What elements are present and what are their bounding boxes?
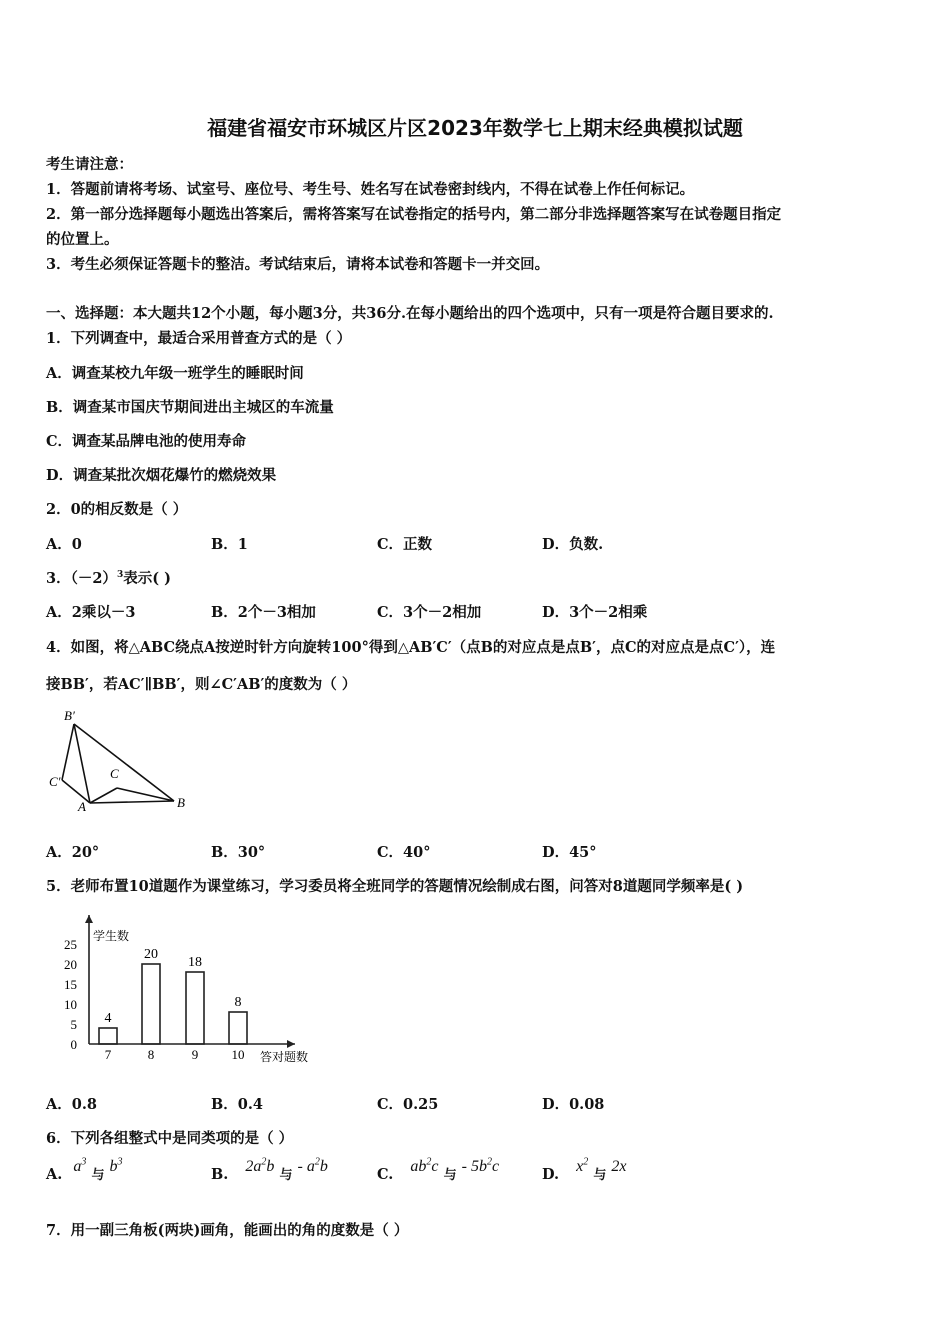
- math-term: 2x: [611, 1158, 627, 1175]
- x-axis-arrow: [287, 1040, 295, 1048]
- q2-option-a: A．0: [46, 536, 82, 553]
- q1-option-a: A．调查某校九年级一班学生的睡眠时间: [46, 365, 304, 382]
- q3-stem-prefix: 3．（－2）: [46, 570, 117, 587]
- math-exponent: 3: [81, 1156, 87, 1168]
- q1-option-d: D．调查某批次烟花爆竹的燃烧效果: [46, 467, 277, 484]
- q4-option-c: C．40°: [377, 844, 431, 861]
- notice-item: 2．第一部分选择题每小题选出答案后，需将答案写在试卷指定的括号内，第二部分非选择题答案写在试卷题目指定: [46, 206, 782, 223]
- bar-chart: [55, 905, 330, 1070]
- label-c: C: [110, 766, 119, 781]
- math-term: 2a: [245, 1158, 262, 1175]
- math-term: b: [319, 1158, 328, 1175]
- rotation-figure: [40, 700, 210, 820]
- y-tick-label: 0: [70, 1037, 77, 1052]
- bar: [229, 1012, 247, 1044]
- label-c-prime: C′: [49, 774, 61, 789]
- segment-bprime-cprime: [62, 724, 74, 780]
- page-title: 福建省福安市环城区片区2023年数学七上期末经典模拟试题: [207, 116, 743, 140]
- y-tick-label: 20: [64, 957, 77, 972]
- question-3-stem: [46, 567, 171, 588]
- conjunction: 与: [593, 1168, 607, 1183]
- x-tick-label: 10: [231, 1047, 245, 1062]
- bar-data-label: 20: [144, 947, 158, 962]
- x-tick-label: 8: [147, 1047, 155, 1062]
- math-exponent: 2: [314, 1156, 320, 1168]
- math-exponent: 2: [486, 1156, 492, 1168]
- bar: [142, 964, 160, 1044]
- q3-stem-suffix: 表示( ): [123, 570, 171, 587]
- q2-option-b: B．1: [211, 536, 248, 553]
- notice-item: 3．考生必须保证答题卡的整洁。考试结束后，请将本试卷和答题卡一并交回。: [46, 256, 550, 273]
- label-a: A: [78, 799, 86, 814]
- math-term: x: [576, 1158, 584, 1175]
- q4-option-b: B．30°: [211, 844, 266, 861]
- q3-option-a: A．2乘以－3: [46, 604, 136, 621]
- bar: [186, 972, 204, 1044]
- question-5-stem: 5．老师布置10道题作为课堂练习，学习委员将全班同学的答题情况绘制成右图，问答对8道题同学频率是( ): [46, 878, 744, 895]
- q6-option-c: [377, 1156, 500, 1184]
- question-7-stem: 7．用一副三角板(两块)画角，能画出的角的度数是（ ）: [46, 1222, 409, 1239]
- q5-option-c: C．0.25: [377, 1096, 439, 1113]
- q6-option-d: [542, 1156, 627, 1184]
- bar-data-label: 18: [188, 955, 202, 970]
- q1-option-c: C．调查某品牌电池的使用寿命: [46, 433, 247, 450]
- math-term: c: [431, 1158, 439, 1175]
- math-exponent: 2: [583, 1156, 589, 1168]
- q5-option-a: A．0.8: [46, 1096, 97, 1113]
- x-tick-label: 9: [191, 1047, 199, 1062]
- math-term: a: [73, 1158, 82, 1175]
- option-label: D.: [542, 1166, 560, 1183]
- option-label: B.: [211, 1166, 229, 1183]
- question-4-line1: 4．如图，将△ABC绕点A按逆时针方向旋转100°得到△AB′C′（点B的对应点是点B′，点C的对应点是点C′），连: [46, 639, 776, 656]
- q2-option-d: D．负数.: [542, 536, 604, 553]
- q1-option-b: B．调查某市国庆节期间进出主城区的车流量: [46, 399, 334, 416]
- segment-a-c: [90, 788, 117, 803]
- q3-option-b: B．2个－3相加: [211, 604, 316, 621]
- q6-option-a: [46, 1156, 123, 1184]
- math-term: ab: [410, 1158, 427, 1175]
- q5-option-b: B．0.4: [211, 1096, 263, 1113]
- q4-option-a: A．20°: [46, 844, 100, 861]
- math-term: - 5b: [461, 1158, 487, 1175]
- math-exponent: 2: [426, 1156, 432, 1168]
- math-exponent: 3: [117, 1156, 123, 1168]
- bar-data-label: 4: [104, 1011, 112, 1026]
- y-tick-label: 15: [64, 977, 77, 992]
- y-tick-label: 25: [64, 937, 77, 952]
- notice-item: 1．答题前请将考场、试室号、座位号、考生号、姓名写在试卷密封线内，不得在试卷上作任何标记。: [46, 181, 695, 198]
- label-b-prime: B′: [64, 708, 75, 723]
- x-tick-label: 7: [104, 1047, 112, 1062]
- q5-option-d: D．0.08: [542, 1096, 605, 1113]
- bar-data-label: 8: [234, 995, 242, 1010]
- question-4-line2: 接BB′，若AC′∥BB′，则∠C′AB′的度数为（ ）: [46, 676, 357, 693]
- conjunction: 与: [443, 1168, 457, 1183]
- question-2-stem: 2．0的相反数是（ ）: [46, 501, 188, 518]
- label-b: B: [177, 795, 185, 810]
- math-exponent: 2: [261, 1156, 267, 1168]
- option-label: A.: [46, 1166, 63, 1183]
- notice-heading: 考生请注意：: [46, 156, 133, 173]
- q2-option-c: C．正数: [377, 536, 433, 553]
- question-6-stem: 6．下列各组整式中是同类项的是（ ）: [46, 1130, 294, 1147]
- section-heading: 一、选择题：本大题共12个小题，每小题3分，共36分.在每小题给出的四个选项中，只有一项是符合题目要求的.: [46, 305, 774, 322]
- math-term: - a: [297, 1158, 315, 1175]
- conjunction: 与: [91, 1168, 105, 1183]
- q3-option-d: D．3个－2相乘: [542, 604, 648, 621]
- q3-option-c: C．3个－2相加: [377, 604, 482, 621]
- question-1-stem: 1．下列调查中，最适合采用普查方式的是（ ）: [46, 330, 352, 347]
- y-axis-arrow: [85, 915, 93, 923]
- math-term: b: [109, 1158, 118, 1175]
- notice-item: 的位置上。: [46, 231, 119, 248]
- math-term: b: [266, 1158, 275, 1175]
- q3-exponent: 3: [116, 570, 124, 581]
- y-axis-label: 学生数: [93, 929, 130, 943]
- option-label: C.: [377, 1166, 394, 1183]
- y-tick-label: 10: [64, 997, 77, 1012]
- conjunction: 与: [279, 1168, 293, 1183]
- y-tick-label: 5: [70, 1017, 77, 1032]
- segment-a-b: [90, 801, 174, 803]
- math-term: c: [491, 1158, 500, 1175]
- bar: [99, 1028, 117, 1044]
- q6-option-b: [211, 1156, 328, 1184]
- q4-option-d: D．45°: [542, 844, 597, 861]
- x-axis-label: 答对题数: [260, 1050, 309, 1064]
